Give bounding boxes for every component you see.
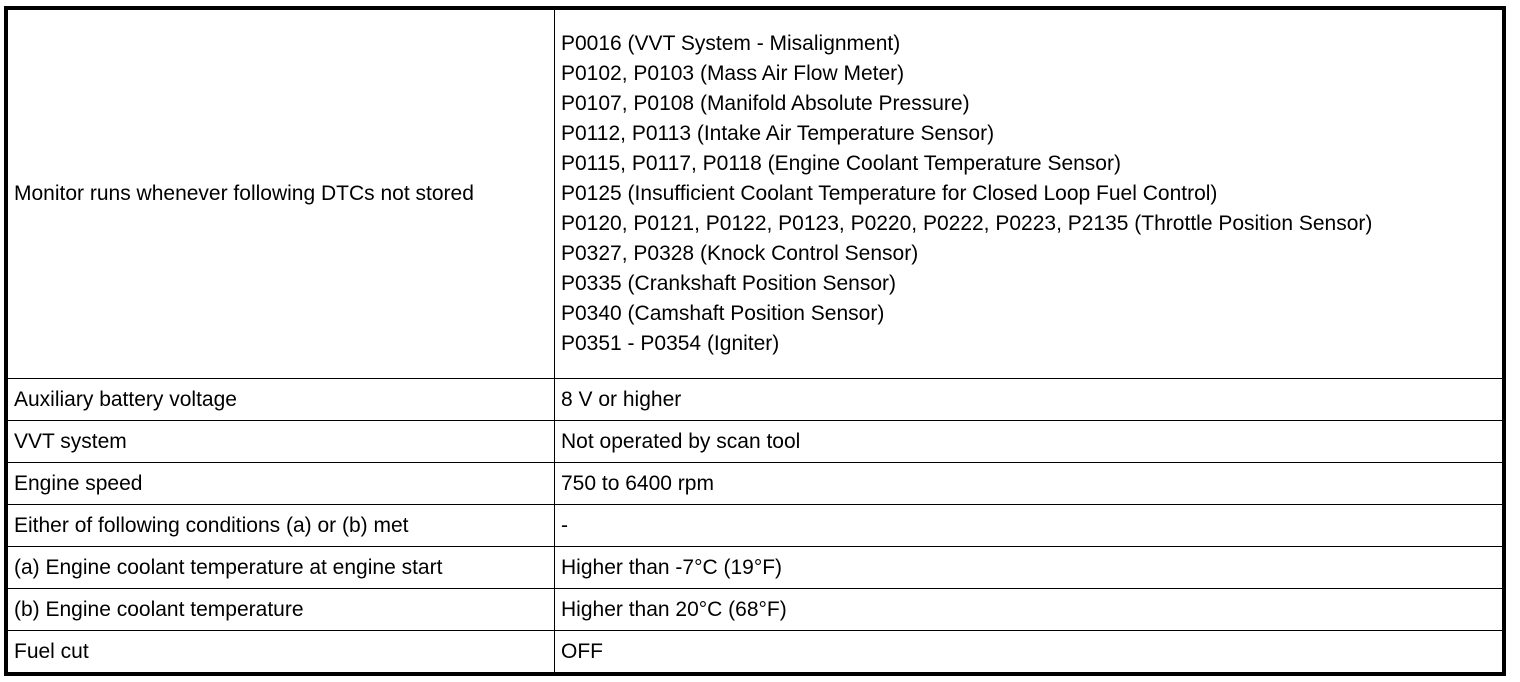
table-row xyxy=(8,589,1503,631)
value-cell: Not operated by scan tool xyxy=(555,421,1503,463)
table-row xyxy=(8,505,1503,547)
table-row xyxy=(8,547,1503,589)
value-cell: Higher than 20°C (68°F) xyxy=(555,589,1503,631)
value-cell: 8 V or higher xyxy=(555,379,1503,421)
dtc-line: P0112, P0113 (Intake Air Temperature Sensor) xyxy=(561,122,995,145)
dtc-line: P0016 (VVT System - Misalignment) xyxy=(561,32,901,55)
condition-cell: VVT system xyxy=(8,421,555,463)
table-row xyxy=(8,379,1503,421)
dtc-line: P0340 (Camshaft Position Sensor) xyxy=(561,302,885,325)
value-cell: OFF xyxy=(555,631,1503,673)
condition-cell: Auxiliary battery voltage xyxy=(8,379,555,421)
condition-cell: (b) Engine coolant temperature xyxy=(8,589,555,631)
dtc-line: P0120, P0121, P0122, P0123, P0220, P0222, P0223, P2135 (Throttle Position Sensor) xyxy=(561,212,1373,235)
dtc-line: P0335 (Crankshaft Position Sensor) xyxy=(561,272,897,295)
value-cell: Higher than -7°C (19°F) xyxy=(555,547,1503,589)
dtc-line: P0102, P0103 (Mass Air Flow Meter) xyxy=(561,62,905,85)
condition-cell: Monitor runs whenever following DTCs not stored xyxy=(8,10,555,379)
dtc-line: P0351 - P0354 (Igniter) xyxy=(561,332,780,355)
dtc-line: P0115, P0117, P0118 (Engine Coolant Temperature Sensor) xyxy=(561,152,1121,175)
condition-cell: Engine speed xyxy=(8,463,555,505)
table-row xyxy=(8,10,1503,379)
value-cell: - xyxy=(555,505,1503,547)
dtc-line: P0327, P0328 (Knock Control Sensor) xyxy=(561,242,919,265)
dtc-line: P0107, P0108 (Manifold Absolute Pressure) xyxy=(561,92,970,115)
conditions-table-grid xyxy=(7,9,1503,673)
table-row xyxy=(8,631,1503,673)
dtc-list-cell xyxy=(555,10,1503,379)
condition-cell: Either of following conditions (a) or (b) met xyxy=(8,505,555,547)
value-cell: 750 to 6400 rpm xyxy=(555,463,1503,505)
dtc-line: P0125 (Insufficient Coolant Temperature for Closed Loop Fuel Control) xyxy=(561,182,1218,205)
condition-cell: Fuel cut xyxy=(8,631,555,673)
table-row xyxy=(8,463,1503,505)
condition-cell: (a) Engine coolant temperature at engine start xyxy=(8,547,555,589)
conditions-table xyxy=(4,6,1506,676)
table-row xyxy=(8,421,1503,463)
